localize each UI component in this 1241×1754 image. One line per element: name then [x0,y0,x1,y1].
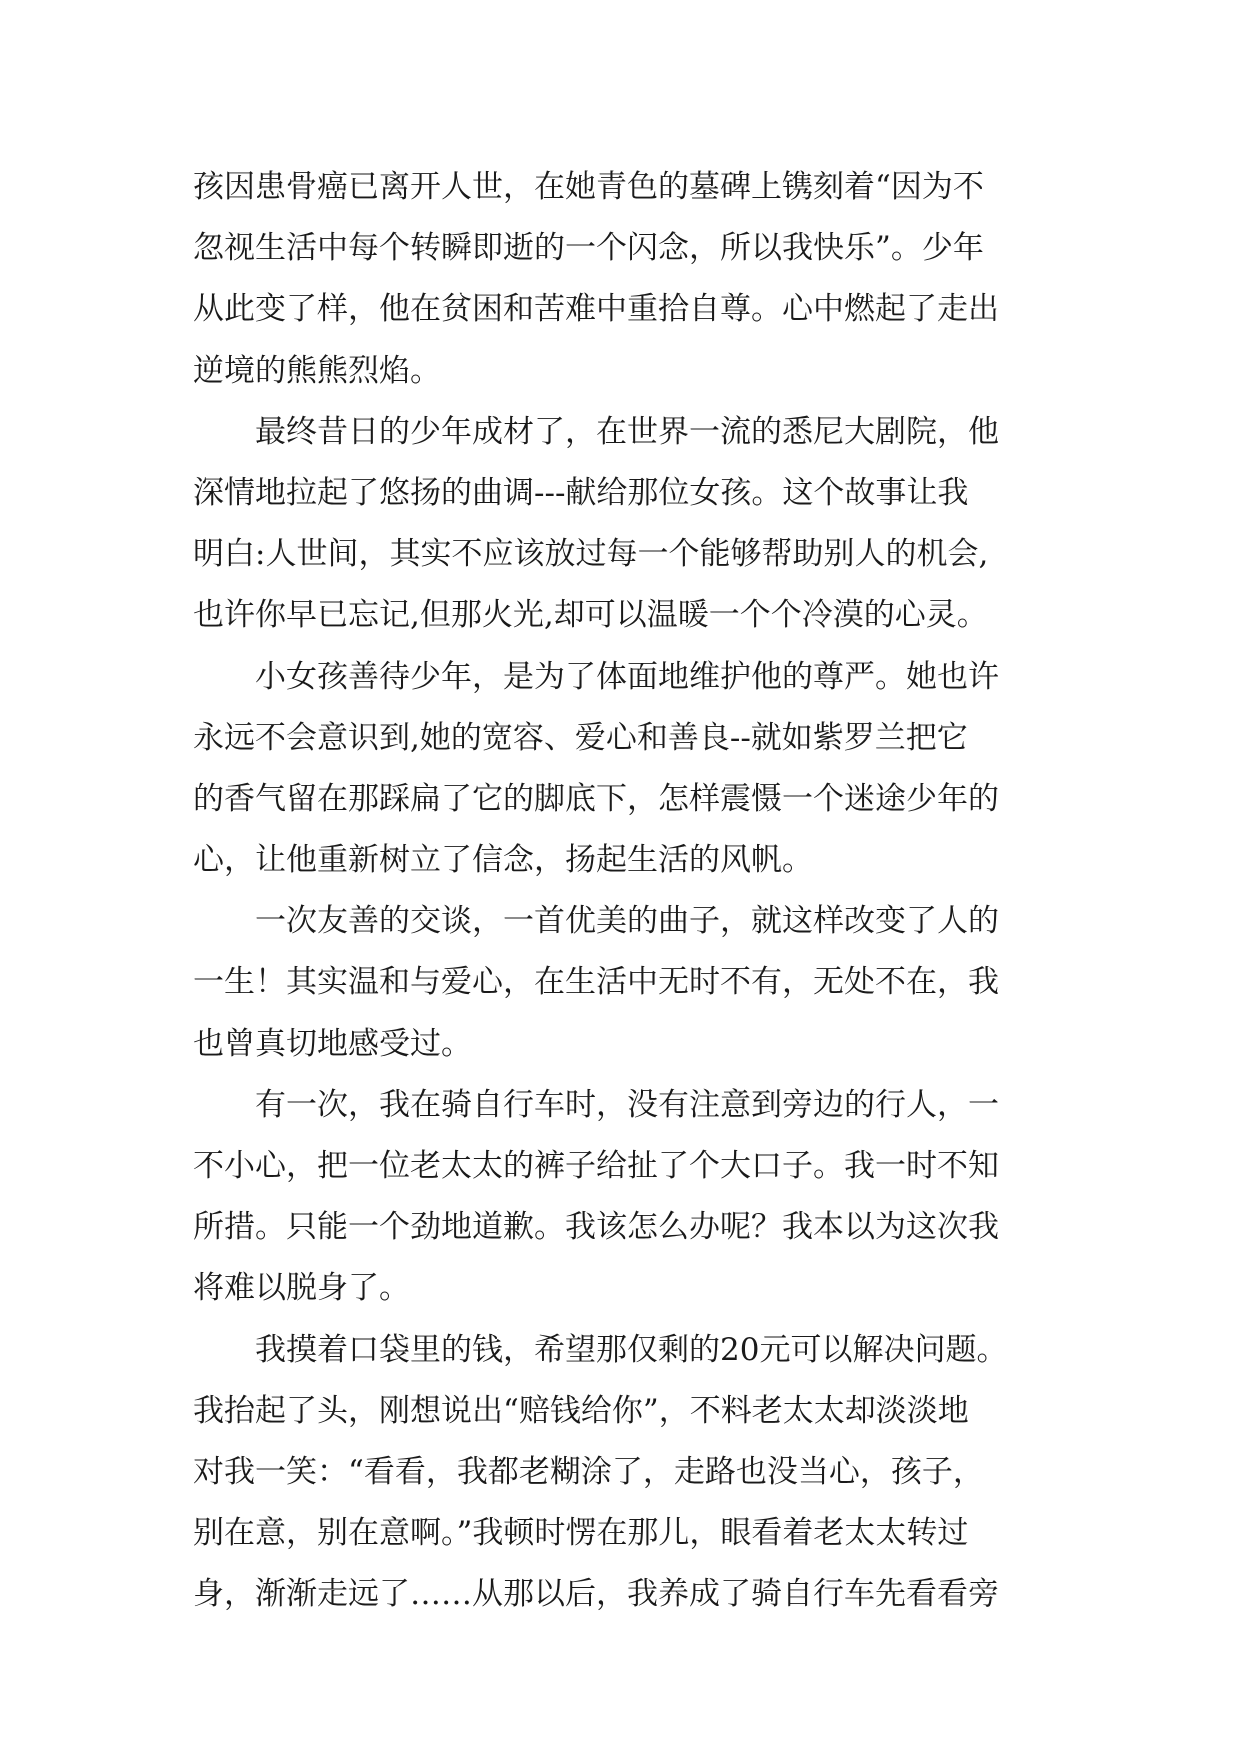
text-line: 深情地拉起了悠扬的曲调---献给那位女孩。这个故事让我 [193,474,969,511]
text-line: 永远不会意识到,她的宽容、爱心和善良--就如紫罗兰把它 [193,719,968,756]
text-line: 对我一笑：“看看，我都老糊涂了，走路也没当心，孩子， [193,1453,984,1490]
text-line: 我抬起了头，刚想说出“赔钱给你”，不料老太太却淡淡地 [193,1392,969,1429]
text-line: 最终昔日的少年成材了，在世界一流的悉尼大剧院，他 [255,413,999,450]
text-line: 所措。只能一个劲地道歉。我该怎么办呢？我本以为这次我 [193,1209,999,1246]
text-line: 忽视生活中每个转瞬即逝的一个闪念，所以我快乐”。少年 [193,230,984,267]
paragraph [193,402,1053,647]
text-line: 一生！其实温和与爱心，在生活中无时不有，无处不在，我 [193,964,999,1001]
text-line: 孩因患骨癌已离开人世，在她青色的墓碑上镌刻着“因为不 [193,169,984,205]
body-text [193,157,1053,1626]
text-line: 从此变了样，他在贫困和苦难中重拾自尊。心中燃起了走出 [193,291,999,328]
paragraph [193,891,1053,1075]
text-line: 小女孩善待少年，是为了体面地维护他的尊严。她也许 [255,658,999,695]
text-line: 逆境的熊熊烈焰。 [193,352,441,389]
text-line: 的香气留在那踩扁了它的脚底下，怎样震慑一个迷途少年的 [193,780,999,817]
text-line: 身，渐渐走远了……从那以后，我养成了骑自行车先看看旁 [193,1576,999,1613]
text-line: 将难以脱身了。 [193,1270,410,1307]
paragraph [193,1320,1053,1626]
paragraph [193,647,1053,892]
text-line: 明白:人世间，其实不应该放过每一个能够帮助别人的机会, [193,536,989,573]
paragraph [193,1075,1053,1320]
text-line: 心，让他重新树立了信念，扬起生活的风帆。 [193,842,813,879]
text-line: 不小心，把一位老太太的裤子给扯了个大口子。我一时不知 [193,1148,999,1184]
text-line: 也许你早已忘记,但那火光,却可以温暖一个个冷漠的心灵。 [193,597,988,634]
text-line: 也曾真切地感受过。 [193,1025,472,1062]
text-line: 我摸着口袋里的钱，希望那仅剩的20元可以解决问题。 [255,1331,1008,1368]
text-line: 一次友善的交谈，一首优美的曲子，就这样改变了人的 [255,903,999,940]
text-line: 有一次，我在骑自行车时，没有注意到旁边的行人，一 [255,1086,999,1123]
text-line: 别在意，别在意啊。”我顿时愣在那儿，眼看着老太太转过 [193,1515,969,1552]
paragraph [193,157,1053,402]
